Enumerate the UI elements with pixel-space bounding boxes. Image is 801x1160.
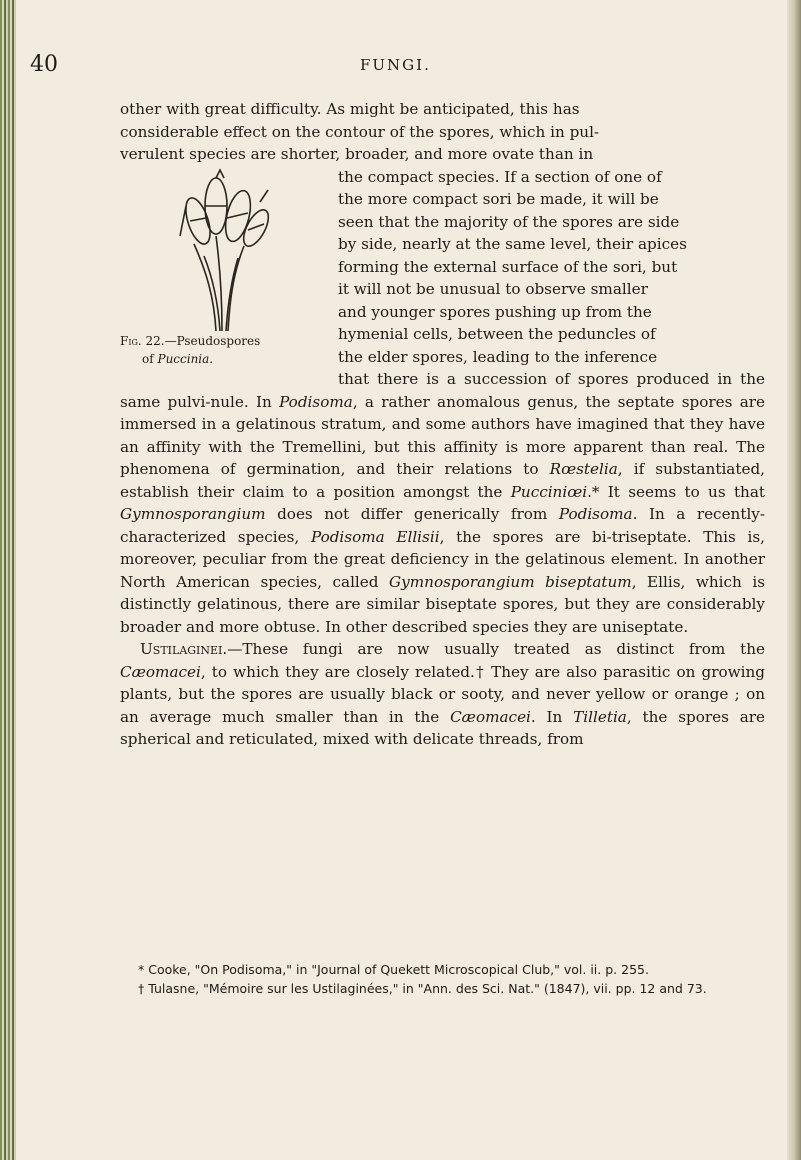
genus-name: Rœstelia — [549, 460, 618, 478]
text-run: does not differ generically from — [265, 505, 559, 523]
genus-name: Podisoma — [279, 392, 353, 411]
text-line: by side, nearly at the same level, their apices — [338, 235, 687, 253]
figure-caption-genus: Puccinia. — [157, 351, 214, 366]
text-run: , a rather anomalous genus, the septate spores are immersed in a gelatinous stratum, and some authors have imagined that they have an affinity with the Tremellini, but this affinity is more apparent than real. The phenomena of germination, and their relations to — [120, 392, 766, 478]
figure-label: Fig. 22. — [120, 333, 165, 348]
genus-name: Gymnosporangium — [120, 505, 266, 523]
genus-name: Pucciniœi — [510, 482, 588, 501]
text-line: other with great difficulty. As might be anticipated, this has — [120, 100, 580, 118]
text-run: . In a recently-characterized species, — [120, 505, 766, 546]
text-run: .* It seems to us that — [587, 482, 765, 501]
genus-name: Cæomacei — [450, 707, 531, 726]
figure-caption-text: —Pseudospores — [164, 333, 261, 348]
paragraph-ustilaginei — [120, 638, 765, 751]
text-line: verulent species are shorter, broader, and more ovate than in — [120, 145, 594, 163]
text-run: , to which they are closely related.† They are also parasitic on growing plants, but the spores are usually black or sooty, and never yellow or orange ; on an average much smaller than in the — [120, 662, 765, 726]
text-line: hymenial cells, between the peduncles of — [338, 325, 656, 343]
species-name: Podisoma Ellisii — [310, 527, 440, 546]
species-name: Gymnosporangium biseptatum — [389, 572, 632, 591]
text-run: , the spores are bi-triseptate. This is, moreover, peculiar from the great deficiency in the gelatinous element. In another North American species, called — [120, 527, 766, 591]
page-header — [30, 52, 761, 82]
para-tail: that there is a succession of spores produced in the same pulvi-nule. — [120, 370, 765, 411]
text-run: , the spores are spherical and reticulated, mixed with delicate threads, from — [120, 707, 766, 748]
section-heading: Ustilaginei. — [140, 640, 228, 658]
page-edge — [787, 0, 801, 1160]
figure-pseudospores — [120, 166, 332, 376]
figure-caption-of: of — [142, 351, 154, 366]
text-line: the more compact sori be made, it will be — [338, 190, 659, 208]
genus-name: Tilletia — [573, 707, 627, 726]
text-run: In — [256, 392, 280, 411]
binding-gutter — [0, 0, 16, 1160]
genus-name: Cæomacei — [120, 662, 201, 681]
footnotes — [120, 960, 765, 998]
text-run: . In — [530, 707, 574, 726]
genus-name: Podisoma — [558, 505, 633, 523]
text-line: and younger spores pushing up from the — [338, 302, 652, 321]
footnote: † Tulasne, "Mémoire sur les Ustilaginées," in "Ann. des Sci. Nat." (1847), vii. pp. 12 and 73. — [138, 981, 707, 996]
running-head: FUNGI. — [360, 56, 431, 74]
text-line: the compact species. If a section of one of — [338, 167, 662, 186]
paragraph — [120, 368, 765, 638]
text-line: forming the external surface of the sori, but — [338, 257, 678, 276]
pseudospore-illustration — [176, 166, 276, 336]
figure-caption — [120, 332, 332, 368]
text-run: , if substantiated, establish their claim to a position amongst the — [120, 460, 765, 501]
text-run: —These fungi are now usually treated as distinct from the — [227, 640, 765, 658]
text-line: the elder spores, leading to the inference — [338, 347, 658, 366]
page-number: 40 — [30, 52, 58, 77]
text-line: considerable effect on the contour of the spores, which in pul- — [120, 122, 600, 141]
footnote: * Cooke, "On Podisoma," in "Journal of Quekett Microscopical Club," vol. ii. p. 255. — [138, 962, 649, 977]
text-line: seen that the majority of the spores are side — [338, 212, 680, 231]
body-text — [120, 98, 765, 751]
text-run: , Ellis, which is distinctly gelatinous, there are similar biseptate spores, but they are considerably broader and more obtuse. In other described species they are uniseptate. — [120, 572, 766, 636]
text-line: it will not be unusual to observe smaller — [338, 280, 648, 298]
